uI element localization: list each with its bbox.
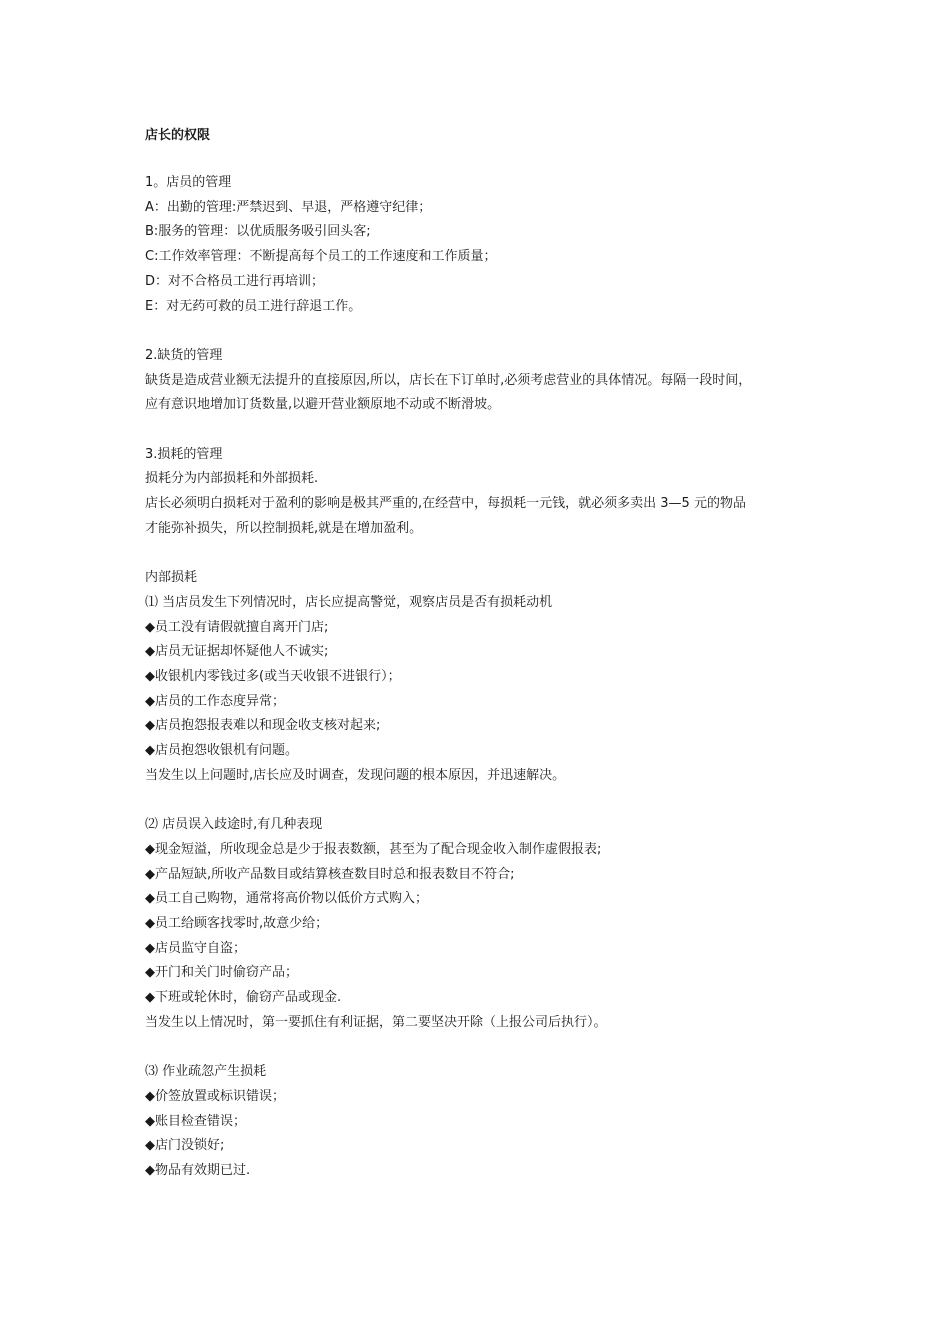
- group-outro: 当发生以上问题时,店长应及时调查，发现问题的根本原因，并迅速解决。: [145, 767, 566, 783]
- group-intro: ⑶ 作业疏忽产生损耗: [145, 1064, 267, 1080]
- list-item: ◆店员无证据却怀疑他人不诚实;: [145, 644, 329, 660]
- section-heading: 内部损耗: [145, 570, 198, 586]
- list-item: ◆账目检查错误；: [145, 1113, 246, 1129]
- group-outro: 当发生以上情况时，第一要抓住有利证据，第二要坚决开除（上报公司后执行）。: [145, 1014, 607, 1030]
- list-item: ◆员工给顾客找零时,故意少给；: [145, 916, 329, 932]
- list-item: ◆店员监守自盗；: [145, 940, 246, 956]
- paragraph-line: 才能弥补损失，所以控制损耗,就是在增加盈利。: [145, 520, 423, 536]
- document-body: [145, 126, 815, 1184]
- list-item: ◆下班或轮休时，偷窃产品或现金.: [145, 990, 342, 1006]
- list-item: E：对无药可救的员工进行辞退工作。: [145, 298, 362, 314]
- group-intro: ⑵ 店员误入歧途时,有几种表现: [145, 817, 323, 833]
- section-loss-management: [145, 443, 815, 542]
- list-item: A：出勤的管理:严禁迟到、早退，严格遵守纪律；: [145, 199, 432, 215]
- section-stockout-management: [145, 344, 815, 418]
- section-heading: 3.损耗的管理: [145, 446, 223, 462]
- list-item: B:服务的管理：以优质服务吸引回头客;: [145, 224, 371, 240]
- section-staff-management: [145, 171, 815, 319]
- list-item: ◆员工没有请假就擅自离开门店;: [145, 619, 329, 635]
- paragraph-line: 店长必须明白损耗对于盈利的影响是极其严重的,在经营中，每损耗一元钱，就必须多卖出 3—5 元的物品: [145, 496, 746, 512]
- list-item: ◆员工自己购物，通常将高价物以低价方式购入；: [145, 891, 428, 907]
- list-item: ◆产品短缺,所收产品数目或结算核查数目时总和报表数目不符合;: [145, 866, 515, 882]
- list-item: ◆店员抱怨收银机有问题。: [145, 743, 298, 759]
- list-item: ◆物品有效期已过.: [145, 1163, 251, 1179]
- list-item: ◆现金短溢，所收现金总是少于报表数额，甚至为了配合现金收入制作虚假报表;: [145, 841, 602, 857]
- section-internal-loss: [145, 566, 815, 1184]
- group-intro: ⑴ 当店员发生下列情况时，店长应提高警觉，观察店员是否有损耗动机: [145, 594, 553, 610]
- section-heading: 2.缺货的管理: [145, 347, 223, 363]
- paragraph-line: 损耗分为内部损耗和外部损耗.: [145, 471, 319, 487]
- section-heading: 1。店员的管理: [145, 175, 232, 190]
- list-item: C:工作效率管理：不断提高每个员工的工作速度和工作质量；: [145, 249, 497, 265]
- paragraph-line: 缺货是造成营业额无法提升的直接原因,所以，店长在下订单时,必须考虑营业的具体情况。每隔一段时间，: [145, 372, 752, 388]
- list-item: ◆店门没锁好;: [145, 1138, 225, 1154]
- list-item: ◆店员的工作态度异常；: [145, 693, 285, 709]
- paragraph-line: 应有意识地增加订货数量,以避开营业额原地不动或不断滑坡。: [145, 397, 501, 413]
- list-item: ◆开门和关门时偷窃产品；: [145, 965, 298, 981]
- list-item: D：对不合格员工进行再培训；: [145, 273, 325, 289]
- list-item: ◆收银机内零钱过多(或当天收银不进银行）；: [145, 669, 401, 685]
- list-item: ◆店员抱怨报表难以和现金收支核对起来;: [145, 718, 381, 734]
- list-item: ◆价签放置或标识错误；: [145, 1088, 285, 1104]
- document-title: 店长的权限: [145, 128, 211, 143]
